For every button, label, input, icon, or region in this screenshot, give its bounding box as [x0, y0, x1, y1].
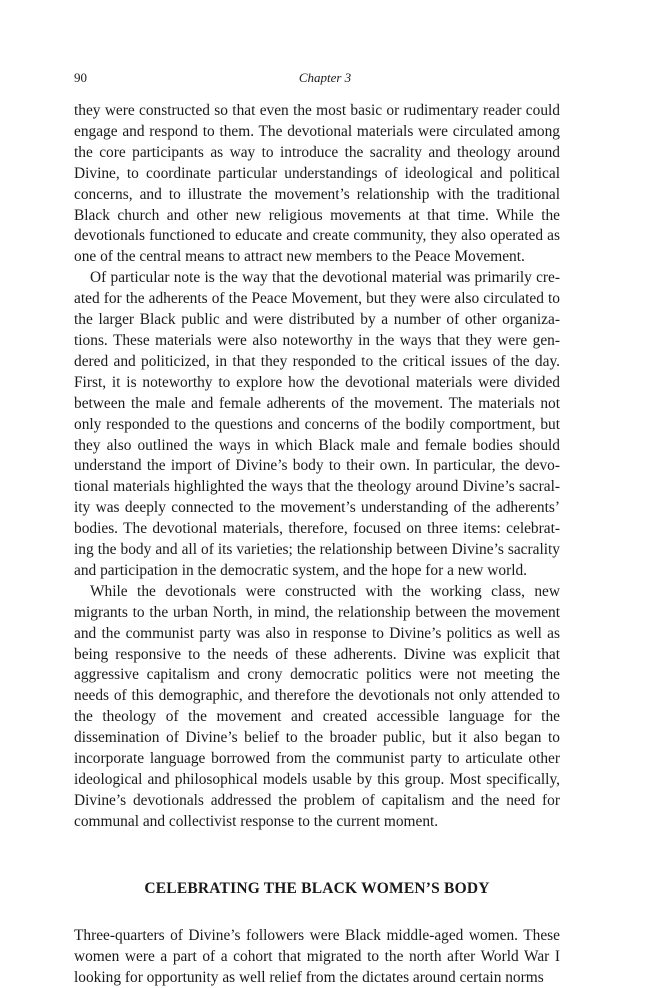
paragraph-3: While the devotionals were constructed with the working class, new migrants to the urban North, in mind, the relationship between the movement and the communist party was also in response to Divine’s politics as well as being responsive to the needs of these adherents. Divine was explicit that aggressive capitalism and crony democratic politics were not meeting the needs of this demographic, and therefore the devotionals not only attended to the theology of the movement and created accessible language for the dissemination of Divine’s belief to the broader public, but it also began to incorporate language borrowed from the communist party to articulate other ideological and philosophical models usable by this group. Most specifically, Divine’s devotionals addressed the problem of capitalism and the need for communal and collectivist response to the current moment.	[74, 582, 560, 830]
chapter-label: Chapter 3	[298, 70, 352, 85]
page-number: 90	[74, 70, 87, 85]
body-text	[74, 101, 560, 988]
running-header	[74, 70, 576, 88]
section-heading: CELEBRATING THE BLACK WOMEN’S BODY	[144, 879, 490, 897]
paragraph-1: they were constructed so that even the most basic or rudimentary reader could engage and respond to them. The devotional materials were circulated among the core participants as way to introduce the sacrality and theology around Divine, to coordinate particular understandings of ideological and political concerns, and to illustrate the movement’s relationship with the traditional Black church and other new religious movements at that time. While the devotionals functioned to educate and create community, they also operated as one of the central means to attract new members to the Peace Movement.	[74, 102, 560, 266]
section-paragraph: Three-quarters of Divine’s followers were Black middle-aged women. These women were a part of a cohort that migrated to the north after World War I looking for opportunity as well relief from the dictates around certain norms	[74, 926, 560, 986]
paragraph-2: Of particular note is the way that the devotional material was primarily created for the adherents of the Peace Movement, but they were also circulated to the larger Black public and were distributed by a number of other organizations. These materials were also noteworthy in the ways that they were gendered and politicized, in that they responded to the critical issues of the day. First, it is noteworthy to explore how the devotional materials were divided between the male and female adherents of the movement. The materials not only responded to the questions and concerns of the bodily comportment, but they also outlined the ways in which Black male and female bodies should understand the import of Divine’s body to their own. In particular, the devotional materials highlighted the ways that the theology around Divine’s sacrality was deeply connected to the movement’s understanding of the adherents’ bodies. The devotional materials, therefore, focused on three items: celebrating the body and all of its varieties; the relationship between Divine’s sacrality and participation in the democratic system, and the hope for a new world.	[74, 269, 560, 579]
